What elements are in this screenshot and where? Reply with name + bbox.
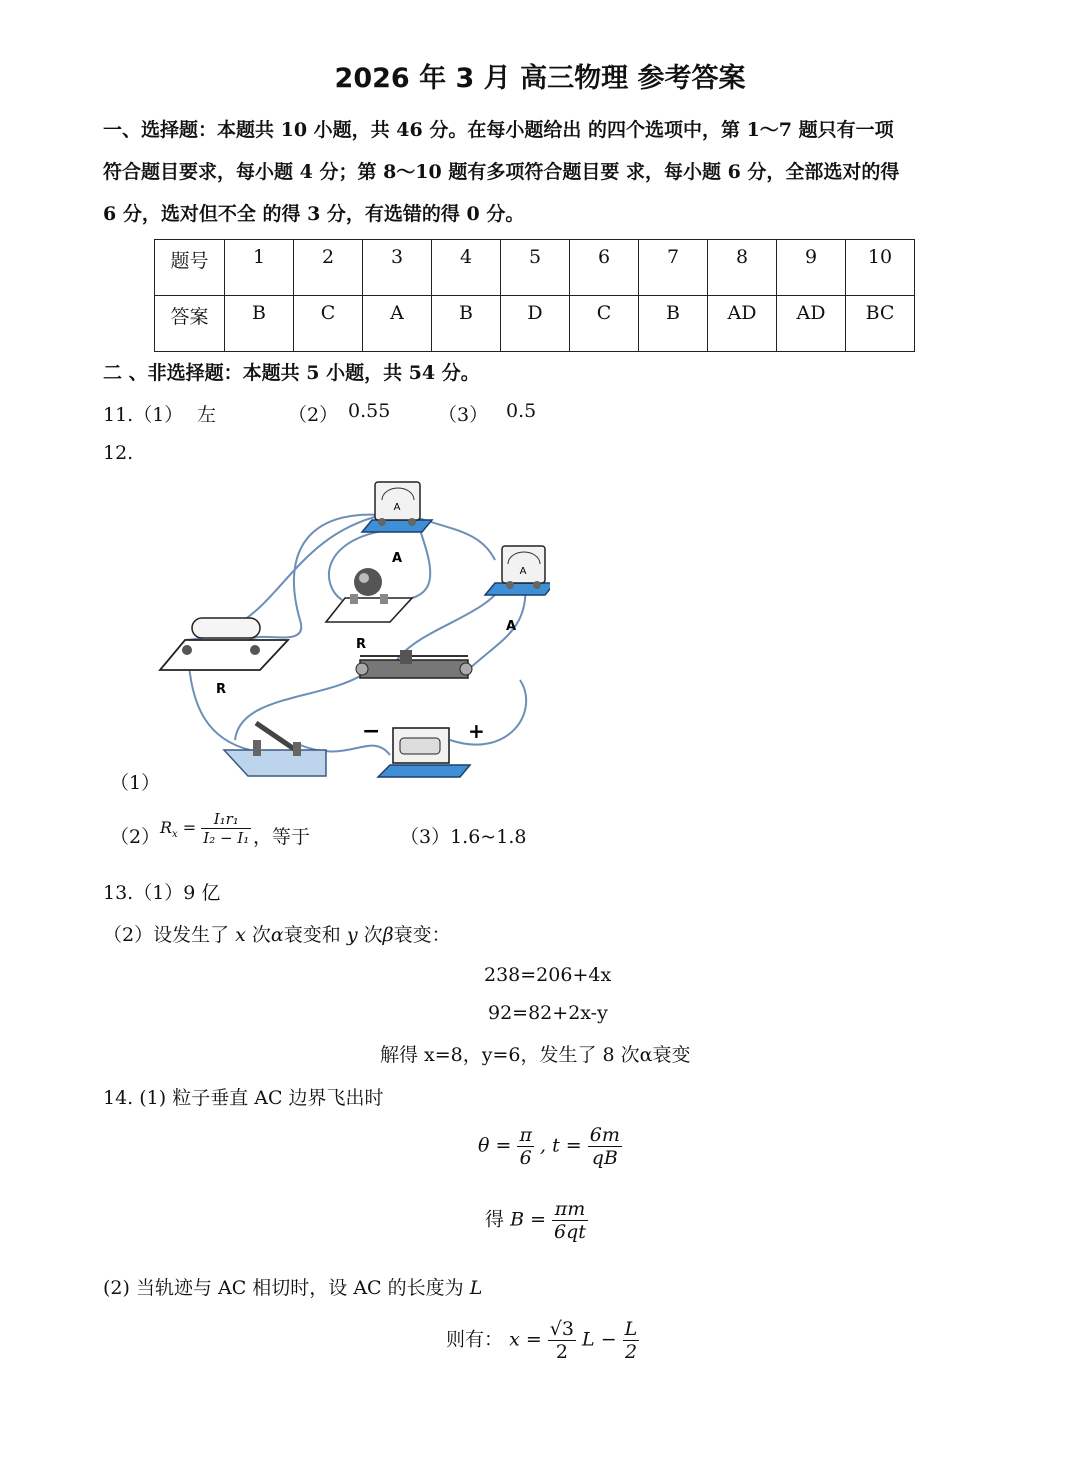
q11-part-2: （2） — [288, 404, 339, 426]
resistor-middle — [326, 568, 412, 652]
theta-lhs: θ = — [478, 1134, 512, 1157]
section1-line2: 符合题目要求，每小题 4 分；第 8～10 题有多项符合题目要 求，每小题 6 分，全部选对的得 — [103, 161, 900, 183]
q13-equation-1: 238=206+4x — [484, 964, 612, 986]
x-numerator-1: √3 — [549, 1318, 574, 1340]
rheostat — [356, 650, 472, 678]
table-cell: C — [570, 296, 639, 352]
q13-line2-alpha: α — [270, 924, 284, 946]
q13-line2-c: 衰变和 — [283, 924, 341, 946]
table-header-label: 题号 — [155, 240, 225, 296]
x-fraction-2 — [623, 1318, 640, 1363]
ammeter-top-dial-label: A — [393, 502, 401, 513]
q11-label: 11.（1） — [103, 404, 184, 426]
table-cell: BC — [846, 296, 915, 352]
q12-label: 12. — [103, 442, 134, 464]
x-mid: L − — [582, 1328, 617, 1351]
table-cell: AD — [708, 296, 777, 352]
table-cell: 6 — [570, 240, 639, 296]
theta-fraction — [517, 1124, 534, 1169]
q13-line2-x: x — [235, 924, 246, 946]
resistor-left — [160, 618, 288, 697]
ammeter-top-label: A — [392, 551, 403, 566]
theta-numerator: π — [519, 1124, 532, 1146]
rx-subscript: x — [172, 829, 178, 841]
table-cell: B — [639, 296, 708, 352]
q11-answer-3: 0.5 — [506, 400, 537, 422]
table-row — [155, 240, 915, 296]
x-denominator-2: 2 — [624, 1341, 638, 1363]
t-fraction — [588, 1124, 622, 1169]
theta-denominator: 6 — [519, 1147, 532, 1169]
q13-line2-d: 次 — [363, 924, 383, 946]
rx-numerator: I₁r₁ — [201, 810, 251, 829]
switch — [224, 723, 326, 776]
q11-part-3: （3） — [438, 404, 489, 426]
t-numerator: 6m — [589, 1124, 620, 1146]
table-cell: AD — [777, 296, 846, 352]
table-cell: 4 — [432, 240, 501, 296]
table-cell: 2 — [294, 240, 363, 296]
section1-line1: 一、选择题：本题共 10 小题，共 46 分。在每小题给出 的四个选项中，第 1～7 题只有一项 — [103, 119, 894, 141]
battery-minus: − — [362, 719, 381, 744]
resistor-middle-label: R — [356, 637, 367, 652]
t-denominator: qB — [591, 1147, 618, 1169]
rx-formula — [160, 810, 251, 847]
battery-plus: + — [468, 719, 485, 743]
q12-part-3: （3）1.6~1.8 — [400, 826, 527, 848]
q11-answer-2: 0.55 — [348, 400, 391, 422]
table-cell: B — [225, 296, 294, 352]
table-cell: 3 — [363, 240, 432, 296]
q11-answer-1: 左 — [197, 404, 217, 426]
b-de: 得 — [485, 1208, 505, 1231]
q13-equation-2: 92=82+2x-y — [488, 1002, 608, 1024]
q13-line1: 13.（1）9 亿 — [103, 882, 221, 904]
q13-line2 — [103, 920, 451, 947]
x-denominator-1: 2 — [555, 1341, 568, 1363]
t-lhs: , t = — [540, 1134, 582, 1157]
page-title: 2026 年 3 月 高三物理 参考答案 — [334, 63, 746, 94]
q13-line2-beta: β — [382, 924, 394, 946]
q13-line2-a: （2）设发生了 — [103, 924, 230, 946]
b-numerator: πm — [552, 1198, 588, 1221]
table-cell: 1 — [225, 240, 294, 296]
q13-line2-y: y — [346, 924, 358, 946]
q13-equation-3: 解得 x=8，y=6，发生了 8 次α衰变 — [380, 1044, 691, 1066]
rx-denominator: I₂ − I₁ — [203, 829, 250, 847]
circuit-diagram — [150, 470, 550, 790]
rx-fraction — [201, 810, 251, 847]
rx-symbol: R — [160, 818, 173, 837]
section1-line3: 6 分，选对但不全 的得 3 分，有选错的得 0 分。 — [103, 203, 525, 225]
theta-t-formula — [478, 1124, 622, 1169]
b-fraction — [552, 1198, 588, 1243]
resistor-left-label: R — [216, 682, 227, 697]
q13-line2-b: 次 — [251, 924, 271, 946]
ammeter-top — [362, 482, 432, 566]
q12-part-2-tail: ，等于 — [253, 826, 311, 848]
q12-part-2: （2） — [110, 826, 161, 848]
section2-heading: 二 、非选择题：本题共 5 小题，共 54 分。 — [103, 362, 480, 384]
rx-equals: = — [182, 818, 197, 837]
x-fraction-1 — [548, 1318, 576, 1363]
b-lhs: B = — [510, 1208, 546, 1231]
x-formula — [446, 1318, 639, 1363]
q14-line2-L: L — [469, 1277, 483, 1299]
answer-table — [154, 239, 915, 352]
ammeter-right-label: A — [506, 619, 517, 634]
table-answer-label: 答案 — [155, 296, 225, 352]
table-cell: 8 — [708, 240, 777, 296]
table-cell: 9 — [777, 240, 846, 296]
x-lhs: x = — [509, 1328, 542, 1351]
x-numerator-2: L — [624, 1318, 638, 1340]
table-row — [155, 296, 915, 352]
b-formula — [485, 1198, 588, 1243]
x-then: 则有： — [446, 1328, 504, 1351]
table-cell: C — [294, 296, 363, 352]
q14-line2 — [103, 1273, 482, 1300]
b-denominator: 6qt — [554, 1221, 586, 1243]
table-cell: A — [363, 296, 432, 352]
table-cell: 5 — [501, 240, 570, 296]
q14-line2-text: (2) 当轨迹与 AC 相切时，设 AC 的长度为 — [103, 1277, 464, 1299]
q12-part-1: （1） — [110, 772, 161, 794]
q14-line1: 14. (1) 粒子垂直 AC 边界飞出时 — [103, 1087, 384, 1109]
table-cell: B — [432, 296, 501, 352]
table-cell: 7 — [639, 240, 708, 296]
q13-line2-e: 衰变： — [393, 924, 451, 946]
table-cell: 10 — [846, 240, 915, 296]
table-cell: D — [501, 296, 570, 352]
ammeter-right-dial-label: A — [519, 566, 527, 577]
